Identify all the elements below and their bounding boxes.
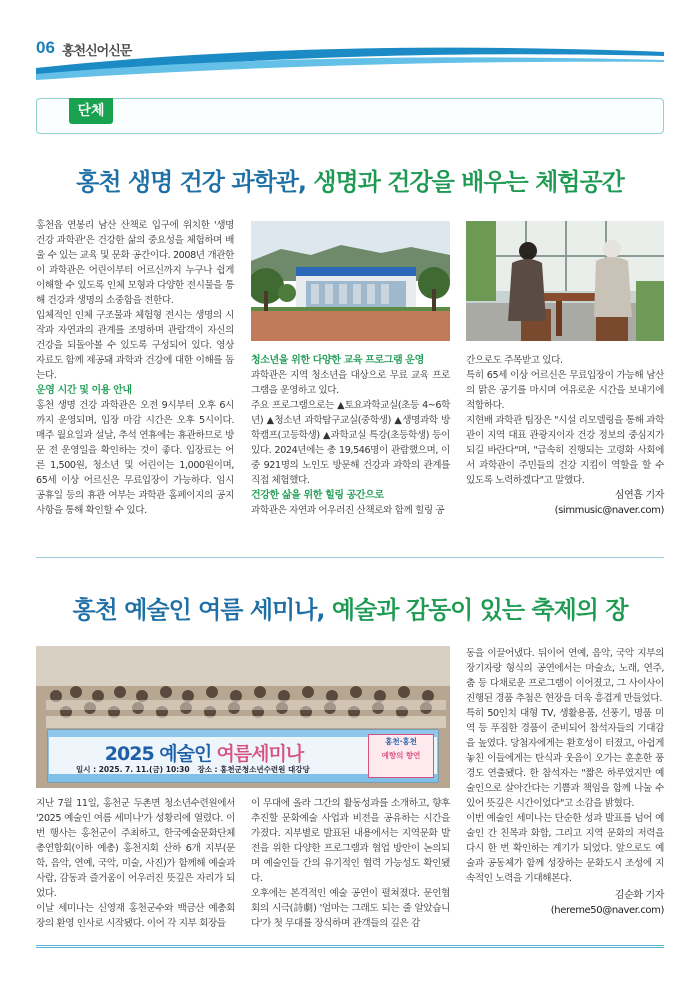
banner-info-place: 장소 : 홍천군청소년수련원 대강당 — [197, 765, 310, 774]
article2-headline-part-a: 홍천 예술인 여름 세미나, — [72, 596, 325, 624]
elderly-visitors-photo — [466, 221, 664, 341]
article1-paragraph: 특히 65세 이상 어르신은 무료입장이 가능해 남산의 맑은 공기를 마시며 여유로운 시간을 보내기에 적합하다. — [466, 370, 664, 411]
header-wave — [0, 40, 700, 90]
banner-side-text-b: 예향의 향연 — [381, 751, 421, 760]
banner-title-a: 2025 예술인 — [104, 743, 212, 765]
section-box — [36, 98, 664, 134]
seminar-group-photo — [36, 646, 450, 788]
article2-headline-part-b: 예술과 감동이 있는 축제의 장 — [331, 596, 628, 624]
article1-paragraph: 주요 프로그램으로는 ▲토요과학교실(초등 4~6학년) ▲청소년 과학탐구교실(중학생) ▲생명과학 방학캠프(고등학생) ▲과학교실 특강(초등학생) 등이 있다. 2024년에는 총 19,546명이 관람했으며, 이 중 921명의 노인도 방문해 건강과 과학의 관계를 직접 체험했다. — [251, 400, 450, 486]
article1-paragraph: 지현배 과학관 팀장은 "시설 리모델링을 통해 과학관이 지역 대표 관광지이자 건강 정보의 중심지가 되길 바란다"며, "급속히 진행되는 고령화 사회에서 과학관이 주민들의 건강 지킴이 역할을 할 수 있도록 노력하겠다"고 말했다. — [466, 415, 664, 486]
article1-subheading: 운영 시간 및 이용 안내 — [36, 385, 132, 396]
banner-title-b: 여름세미나 — [216, 743, 304, 765]
article1-byline-email: (simmusic@naver.com) — [554, 505, 664, 516]
article2-paragraph: 특히 50인치 대형 TV, 생활용품, 선풍기, 명품 미역 등 푸짐한 경품이 준비되어 참석자들의 기대감을 높였다. 당첨자에게는 환호성이 터졌고, 아쉽게 놓친 이들에게는 탄식과 웃음이 오가는 훈훈한 풍경도 연출됐다. 한 참석자는 "짧은 하루였지만 예술인으로 살아간다는 기쁨과 책임을 함께 나눌 수 있어 뜻깊은 시간이었다"고 소감을 밝혔다. — [466, 708, 664, 809]
article2-headline — [0, 590, 700, 625]
article2-paragraph: 동을 이끌어냈다. 뒤이어 연예, 음악, 국악 지부의 장기자랑 형식의 공연에서는 마술쇼, 노래, 연주, 춤 등 다채로운 프로그램이 이어졌고, 그 사이사이 진행된 경품 추첨은 현장을 더욱 흥겹게 만들었다. — [466, 648, 664, 704]
article2-column-1 — [36, 796, 235, 931]
article1-byline-name: 심연흠 기자 — [614, 490, 664, 501]
article1-column-3 — [466, 353, 664, 518]
article1-paragraph: 과학관은 지역 청소년을 대상으로 무료 교육 프로그램을 운영하고 있다. — [251, 370, 450, 396]
banner-info — [76, 764, 366, 775]
article2-paragraph: 오후에는 본격적인 예술 공연이 펼쳐졌다. 문인협회의 시극(詩劇) '엄마는 그래도 되는 줄 알았습니다'가 첫 무대를 장식하며 관객들의 깊은 감 — [251, 888, 450, 929]
page-number: 06 — [36, 38, 55, 57]
banner-info-date: 일시 : 2025. 7. 11.(금) 10:30 — [76, 765, 190, 774]
article2-column-2 — [251, 796, 450, 931]
article1-headline-part-b: 생명과 건강을 배우는 체험공간 — [313, 168, 624, 196]
article1-paragraph: 홍천읍 연봉리 남산 산책로 입구에 위치한 '생명 건강 과학관'은 건강한 삶의 중요성을 체험하며 배울 수 있는 교육 및 문화 공간이다. 2008년 개관한 이 과학관은 어린이부터 어르신까지 누구나 쉽게 이해할 수 있도록 인체 모형과 다양한 전시물을 통해 건강과 생명의 소중함을 전한다. — [36, 220, 234, 306]
article2-paragraph: 이번 예술인 세미나는 단순한 성과 발표를 넘어 예술인 간 친목과 화합, 그리고 지역 문화의 저력을 다시 한 번 확인하는 계기가 되었다. 앞으로도 예술과 공동체가 함께 성장하는 문화도시 조성에 지속적인 노력을 기대해본다. — [466, 813, 664, 884]
paper-name: 홍천신어신문 — [62, 44, 132, 59]
article-divider — [36, 557, 664, 558]
article1-subheading: 청소년을 위한 다양한 교육 프로그램 운영 — [251, 355, 424, 366]
article2-byline-email: (hereme50@naver.com) — [550, 905, 664, 916]
banner-title — [54, 739, 354, 766]
article1-column-2 — [251, 353, 450, 518]
section-tag: 단체 — [69, 98, 113, 124]
article2-paragraph: 지난 7월 11일, 홍천군 두촌면 청소년수련원에서 '2025 예술인 여름 세미나'가 성황리에 열렸다. 이번 행사는 홍천군이 주최하고, 한국예술문화단체총연합회(이하 예총) 홍천지회 산하 6개 지부(문학, 음악, 연예, 국악, 미술, 사진)가 함께해 예술과 사람, 감동과 즐거움이 어우러진 뜻깊은 자리가 되었다. — [36, 798, 235, 899]
article1-paragraph: 홍천 생명 건강 과학관은 오전 9시부터 오후 6시까지 운영되며, 입장 마감 시간은 오후 5시이다. 매주 월요일과 설날, 추석 연휴에는 휴관하므로 방문 전 운영일을 확인하는 것이 좋다. 입장료는 어른 1,500원, 청소년 및 어린이는 1,000원이며, 65세 이상 어르신은 무료입장이 가능하다. 임시 공휴일 등의 휴관 여부는 과학관 홈페이지의 공지사항을 통해 확인할 수 있다. — [36, 400, 234, 516]
article1-headline-part-a: 홍천 생명 건강 과학관, — [76, 168, 306, 196]
banner-side-text-a: 홍천·홍천 — [385, 737, 417, 746]
article1-column-1 — [36, 218, 234, 518]
article1-paragraph: 간으로도 주목받고 있다. — [466, 355, 563, 366]
banner-side-logo — [368, 734, 434, 778]
article2-byline-name: 김순화 기자 — [614, 890, 664, 901]
article2-paragraph: 이날 세미나는 신영재 홍천군수와 백금산 예총회장의 환영 인사로 시작됐다. 이어 각 지부 회장들 — [36, 903, 235, 929]
article1-paragraph: 입체적인 인체 구조물과 체험형 전시는 생명의 시작과 자연과의 관계를 조명하며 관람객이 자신의 건강을 되돌아볼 수 있도록 구성되어 있다. 영상 자료도 함께 제공돼 과학과 건강에 대한 이해를 돕는다. — [36, 310, 234, 381]
article2-paragraph: 이 무대에 올라 그간의 활동성과를 소개하고, 향후 추진할 문화예술 사업과 비전을 공유하는 시간을 가졌다. 지부별로 발표된 내용에서는 지역문화 발전을 위한 다양한 프로그램과 협업 방안이 논의되며 예술인들 간의 유기적인 협력 가능성도 확인됐다. — [251, 798, 450, 884]
article1-paragraph: 과학관은 자연과 어우러진 산책로와 함께 힐링 공 — [251, 505, 445, 516]
article1-headline — [0, 162, 700, 197]
bottom-rule — [36, 945, 664, 948]
science-hall-photo — [251, 221, 450, 341]
article1-subheading: 건강한 삶을 위한 힐링 공간으로 — [251, 490, 384, 501]
article2-column-3 — [466, 646, 664, 918]
